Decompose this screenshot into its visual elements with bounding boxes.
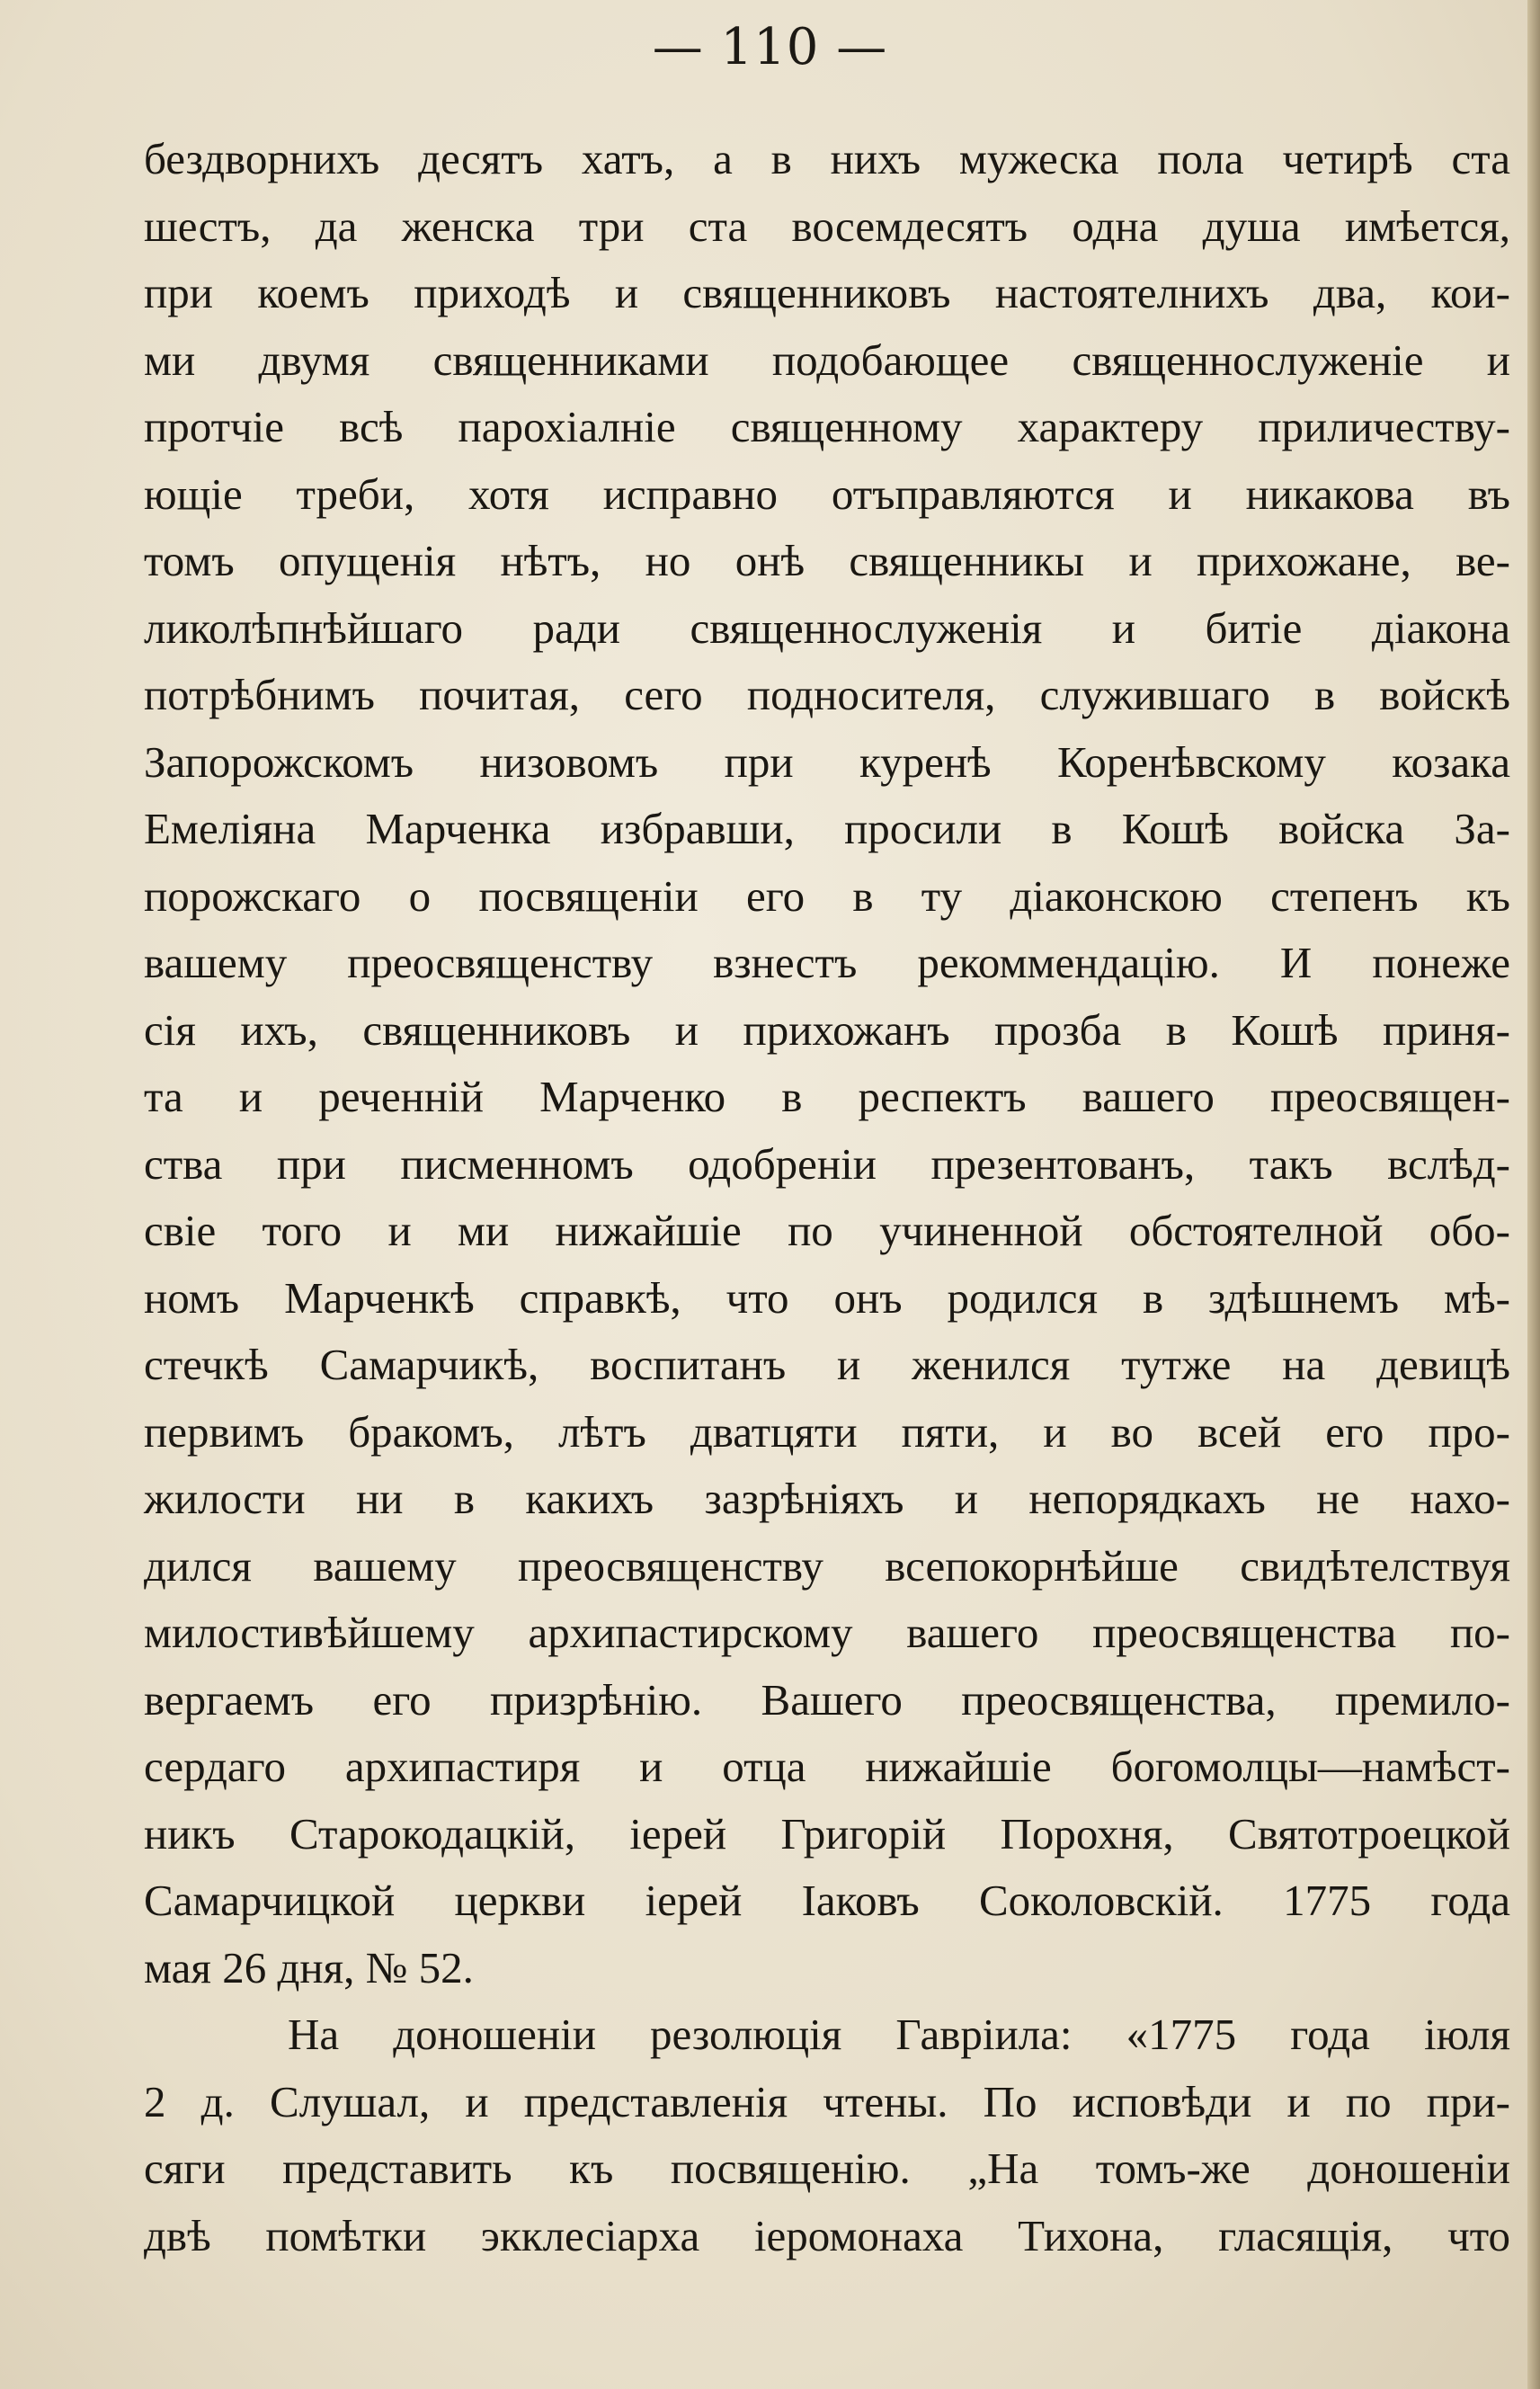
text-line: сяги представить къ посвященію. „На томъ-же доношеніи <box>144 2144 1510 2193</box>
text-line: бездворнихъ десятъ хатъ, а в нихъ мужеска пола четирѣ ста <box>144 134 1510 183</box>
text-line: Самарчицкой церкви іерей Іаковъ Соколовскій. 1775 года <box>144 1876 1510 1925</box>
text-line: шестъ, да женска три ста восемдесятъ одна душа имѣется, <box>144 201 1510 251</box>
text-line: сія ихъ, священниковъ и прихожанъ прозба в Кошѣ приня- <box>144 1004 1510 1055</box>
text-line: протчіе всѣ парохіалніе священному характеру приличеству- <box>144 402 1510 451</box>
text-line: номъ Марченкѣ справкѣ, что онъ родился в здѣшнемъ мѣ- <box>144 1272 1510 1323</box>
text-line: первимъ бракомъ, лѣтъ дватцяти пяти, и во всей его про- <box>144 1406 1510 1457</box>
text-line: 2 д. Слушал, и представленія чтены. По исповѣди и по при- <box>144 2076 1510 2126</box>
text-line: Запорожскомъ низовомъ при куренѣ Коренѣвскому козака <box>144 736 1510 787</box>
text-line: свіе того и ми нижайшіе по учиненной обстоятелной обо- <box>144 1206 1510 1255</box>
text-line: ства при писменномъ одобреніи презентованъ, такъ вслѣд- <box>144 1138 1510 1189</box>
body-text <box>144 126 1510 2269</box>
text-line: ликолѣпнѣйшаго ради священнослуженія и битіе діакона <box>144 602 1510 653</box>
text-line: На доношеніи резолюція Гавріила: «1775 года іюля <box>288 2010 1510 2059</box>
text-line: Емеліяна Марченка избравши, просили в Кошѣ войска За- <box>144 804 1510 853</box>
page-edge <box>1527 0 1540 2389</box>
text-line: жилости ни в какихъ зазрѣніяхъ и непорядкахъ не нахо- <box>144 1474 1510 1523</box>
text-line: вашему преосвященству взнестъ рекоммендацію. И понеже <box>144 938 1510 987</box>
text-line: вергаемъ его призрѣнію. Вашего преосвященства, премило- <box>144 1674 1510 1725</box>
text-line: милостивѣйшему архипастирскому вашего преосвященства по- <box>144 1608 1510 1657</box>
text-line: та и реченній Марченко в респектъ вашего преосвящен- <box>144 1072 1510 1121</box>
text-line: томъ опущенія нѣтъ, но онѣ священникы и прихожане, ве- <box>144 536 1510 585</box>
text-line: при коемъ приходѣ и священниковъ настоятелнихъ два, кои- <box>144 268 1510 317</box>
text-line: порожскаго о посвященіи его в ту діаконскою степенъ къ <box>144 870 1510 921</box>
text-line: мая 26 дня, № 52. <box>144 1942 474 1992</box>
text-line: дился вашему преосвященству всепокорнѣйше свидѣтелствуя <box>144 1540 1510 1591</box>
text-line: ми двумя священниками подобающее священнослуженіе и <box>144 334 1510 385</box>
text-line: потрѣбнимъ почитая, сего подносителя, служившаго в войскѣ <box>144 670 1510 719</box>
text-line: никъ Старокодацкій, іерей Григорій Порохня, Святотроецкой <box>144 1808 1510 1859</box>
text-line: двѣ помѣтки экклесіарха іеромонаха Тихона, гласящія, что <box>144 2210 1510 2260</box>
text-line: ющіе треби, хотя исправно отъправляются и никакова въ <box>144 468 1510 519</box>
page-number: — 110 — <box>652 18 888 76</box>
text-line: стечкѣ Самарчикѣ, воспитанъ и женился тутже на девицѣ <box>144 1340 1510 1389</box>
text-line: сердаго архипастиря и отца нижайшіе богомолцы—намѣст- <box>144 1742 1510 1791</box>
